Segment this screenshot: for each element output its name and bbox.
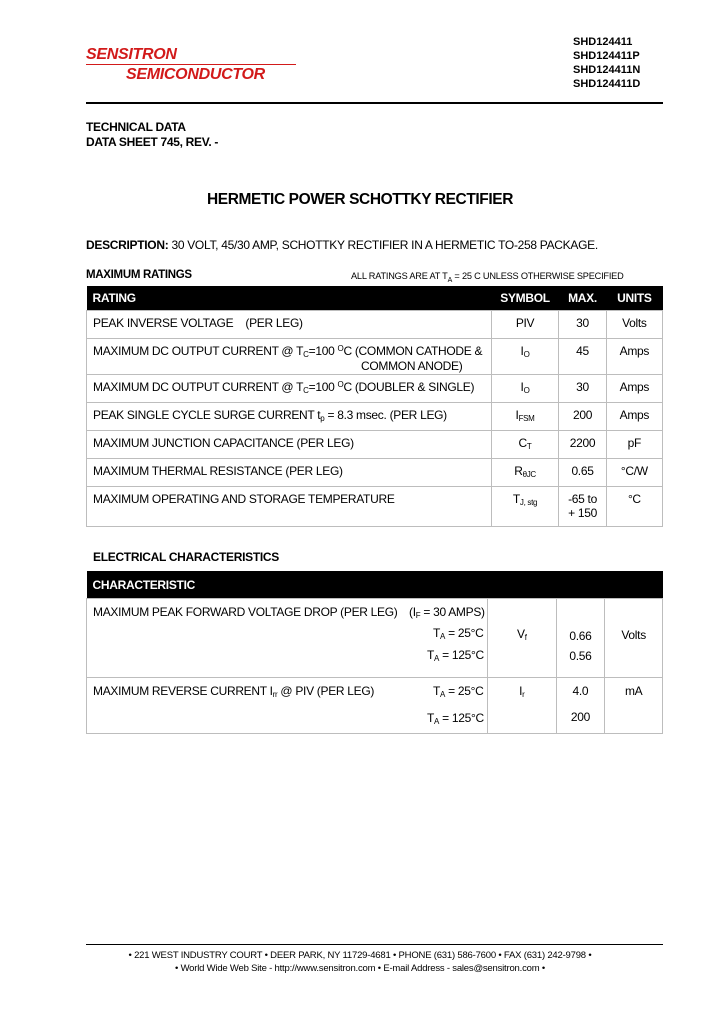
- data-sheet-number: DATA SHEET 745, REV. -: [86, 135, 219, 149]
- part-number: SHD124411N: [573, 64, 641, 76]
- company-name-line1: SENSITRON: [86, 46, 177, 63]
- part-number-list: [573, 35, 640, 91]
- footer-address: • 221 WEST INDUSTRY COURT • DEER PARK, NY 11729-4681 • PHONE (631) 586-7600 • FAX (631) 242-9798 •: [128, 950, 592, 961]
- rating-text: C (DOUBLER & SINGLE): [343, 380, 475, 394]
- description-text: 30 VOLT, 45/30 AMP, SCHOTTKY RECTIFIER IN A HERMETIC TO-258 PACKAGE.: [168, 238, 598, 252]
- temp-condition: [427, 648, 484, 663]
- cond-pre: (I: [409, 605, 416, 619]
- description: [86, 238, 598, 252]
- table-row: [87, 375, 663, 403]
- symbol-cell: [491, 375, 559, 403]
- col-characteristic: CHARACTERISTIC: [87, 571, 663, 599]
- symbol-cell: [491, 487, 559, 527]
- electrical-heading: ELECTRICAL CHARACTERISTICS: [93, 550, 279, 564]
- temp-pre: T: [427, 648, 435, 662]
- units-cell: [605, 599, 663, 678]
- symbol-sub: f: [524, 633, 527, 642]
- symbol-text: I: [515, 408, 519, 422]
- max-ratings-table: [86, 286, 663, 527]
- table-row: [87, 339, 663, 375]
- symbol-cell: PIV: [491, 311, 559, 339]
- doc-type: TECHNICAL DATA: [86, 120, 186, 134]
- temp-post: = 25°C: [445, 684, 484, 698]
- temp-pre: T: [433, 684, 441, 698]
- rating-sub: C: [303, 350, 309, 359]
- units-cell: pF: [606, 431, 662, 459]
- rating-sup: O: [337, 344, 344, 353]
- table-row: [87, 431, 663, 459]
- max-cell: [556, 599, 605, 678]
- units-cell: [605, 678, 663, 734]
- max-cell: [559, 487, 606, 527]
- units-text: mA: [624, 684, 643, 698]
- table-row: [87, 311, 663, 339]
- col-max: MAX.: [559, 286, 606, 311]
- part-number: SHD124411P: [573, 50, 640, 62]
- rating-text: MAXIMUM DC OUTPUT CURRENT @ T: [93, 380, 304, 394]
- rating-text: = 8.3 msec. (PER LEG): [324, 408, 447, 422]
- rating-text: =100: [308, 380, 338, 394]
- symbol-text: I: [520, 380, 524, 394]
- symbol-sub: T: [526, 442, 532, 451]
- characteristic-cell: [87, 678, 488, 734]
- footer-web: • World Wide Web Site - http://www.sensitron.com • E-mail Address - sales@sensitron.com •: [175, 963, 545, 974]
- rating-sub: p: [320, 414, 325, 423]
- symbol-sub: FSM: [518, 414, 535, 423]
- characteristic-cell: [87, 599, 488, 678]
- rating-cell: PEAK INVERSE VOLTAGE (PER LEG): [87, 311, 492, 339]
- temp-post: = 125°C: [439, 648, 484, 662]
- max-ratings-heading: MAXIMUM RATINGS: [86, 269, 192, 281]
- temp-condition: [433, 684, 483, 699]
- rating-text: MAXIMUM DC OUTPUT CURRENT @ T: [93, 344, 304, 358]
- temp-post: = 25°C: [445, 626, 484, 640]
- rating-text: =100: [308, 344, 338, 358]
- units-cell: °C/W: [606, 459, 662, 487]
- condition-text: [409, 605, 485, 620]
- symbol-text: I: [519, 684, 523, 698]
- ratings-note-sub: A: [447, 276, 453, 284]
- units-cell: Amps: [606, 375, 662, 403]
- table-row: [87, 459, 663, 487]
- table-row: [87, 678, 663, 734]
- symbol-cell: [491, 339, 559, 375]
- symbol-sub: O: [523, 386, 530, 395]
- page-title: HERMETIC POWER SCHOTTKY RECTIFIER: [207, 191, 513, 208]
- ratings-note: [351, 271, 624, 284]
- rating-cell: [87, 375, 492, 403]
- max-cell: 2200: [559, 431, 606, 459]
- characteristic-text: [93, 684, 374, 699]
- units-cell: Volts: [606, 311, 662, 339]
- table-row: [87, 599, 663, 678]
- max-line1: -65 to: [568, 492, 597, 506]
- units-cell: Amps: [606, 403, 662, 431]
- symbol-sub: O: [523, 350, 530, 359]
- characteristic-text: [93, 605, 397, 619]
- max-cell: 30: [559, 375, 606, 403]
- symbol-cell: [488, 678, 556, 734]
- cond-sub: F: [415, 611, 421, 620]
- rating-text: PEAK SINGLE CYCLE SURGE CURRENT t: [93, 408, 321, 422]
- table-row: [87, 403, 663, 431]
- temp-post: = 125°C: [439, 711, 484, 725]
- rating-text: C (COMMON CATHODE &: [343, 344, 483, 358]
- symbol-sub: r: [522, 690, 525, 699]
- header-divider: [86, 102, 663, 104]
- max-cell: 0.65: [559, 459, 606, 487]
- symbol-text: I: [520, 344, 524, 358]
- temp-sub: A: [440, 632, 446, 641]
- temp-sub: A: [440, 690, 446, 699]
- table-header-row: [87, 286, 663, 311]
- char-post: @ PIV (PER LEG): [277, 684, 375, 698]
- max-line2: + 150: [568, 506, 597, 520]
- rating-cell: [87, 339, 492, 375]
- footer-divider: [86, 944, 663, 945]
- temp-condition: [433, 626, 483, 641]
- max-value: 4.0: [572, 684, 589, 698]
- rating-cell: MAXIMUM JUNCTION CAPACITANCE (PER LEG): [87, 431, 492, 459]
- rating-sub: C: [303, 386, 309, 395]
- ratings-note-pre: ALL RATINGS ARE AT T: [351, 271, 448, 281]
- max-cell: 30: [559, 311, 606, 339]
- col-symbol: SYMBOL: [491, 286, 559, 311]
- table-row: [87, 487, 663, 527]
- max-value: 200: [570, 710, 590, 724]
- symbol-cell: [491, 403, 559, 431]
- cond-post: = 30 AMPS): [420, 605, 485, 619]
- units-cell: °C: [606, 487, 662, 527]
- units-cell: Amps: [606, 339, 662, 375]
- col-units: UNITS: [606, 286, 662, 311]
- char-pre: MAXIMUM REVERSE CURRENT I: [93, 684, 273, 698]
- max-value: 0.56: [569, 649, 592, 663]
- logo-rule: [86, 64, 296, 65]
- symbol-cell: [488, 599, 556, 678]
- symbol-sub: θJC: [522, 470, 536, 479]
- symbol-cell: [491, 431, 559, 459]
- temp-condition: [427, 711, 484, 726]
- temp-pre: T: [433, 626, 441, 640]
- symbol-text: V: [517, 627, 525, 641]
- rating-cell: MAXIMUM OPERATING AND STORAGE TEMPERATURE: [87, 487, 492, 527]
- char-sub: rr: [272, 690, 278, 699]
- electrical-table: [86, 571, 663, 734]
- part-number: SHD124411D: [573, 78, 641, 90]
- symbol-text: T: [512, 492, 520, 506]
- char-label: MAXIMUM PEAK FORWARD VOLTAGE DROP (PER LEG): [93, 605, 398, 619]
- symbol-sub: J, stg: [519, 498, 538, 507]
- symbol-text: C: [518, 436, 527, 450]
- units-text: Volts: [621, 628, 646, 642]
- ratings-note-post: = 25 C UNLESS OTHERWISE SPECIFIED: [452, 271, 624, 281]
- rating-cell: MAXIMUM THERMAL RESISTANCE (PER LEG): [87, 459, 492, 487]
- max-cell: 200: [559, 403, 606, 431]
- max-cell: 45: [559, 339, 606, 375]
- col-rating: RATING: [87, 286, 492, 311]
- max-value: 0.66: [569, 629, 592, 643]
- rating-cell: [87, 403, 492, 431]
- temp-pre: T: [427, 711, 435, 725]
- symbol-text: R: [514, 464, 523, 478]
- symbol-cell: [491, 459, 559, 487]
- temp-sub: A: [434, 654, 440, 663]
- rating-line2: COMMON ANODE): [361, 359, 463, 373]
- description-label: DESCRIPTION:: [86, 238, 169, 252]
- temp-sub: A: [434, 717, 440, 726]
- max-cell: [556, 678, 605, 734]
- part-number: SHD124411: [573, 36, 633, 48]
- document-info: [86, 120, 218, 150]
- table-header-row: [87, 571, 663, 599]
- rating-sup: O: [337, 380, 344, 389]
- company-name-line2: SEMICONDUCTOR: [126, 66, 265, 83]
